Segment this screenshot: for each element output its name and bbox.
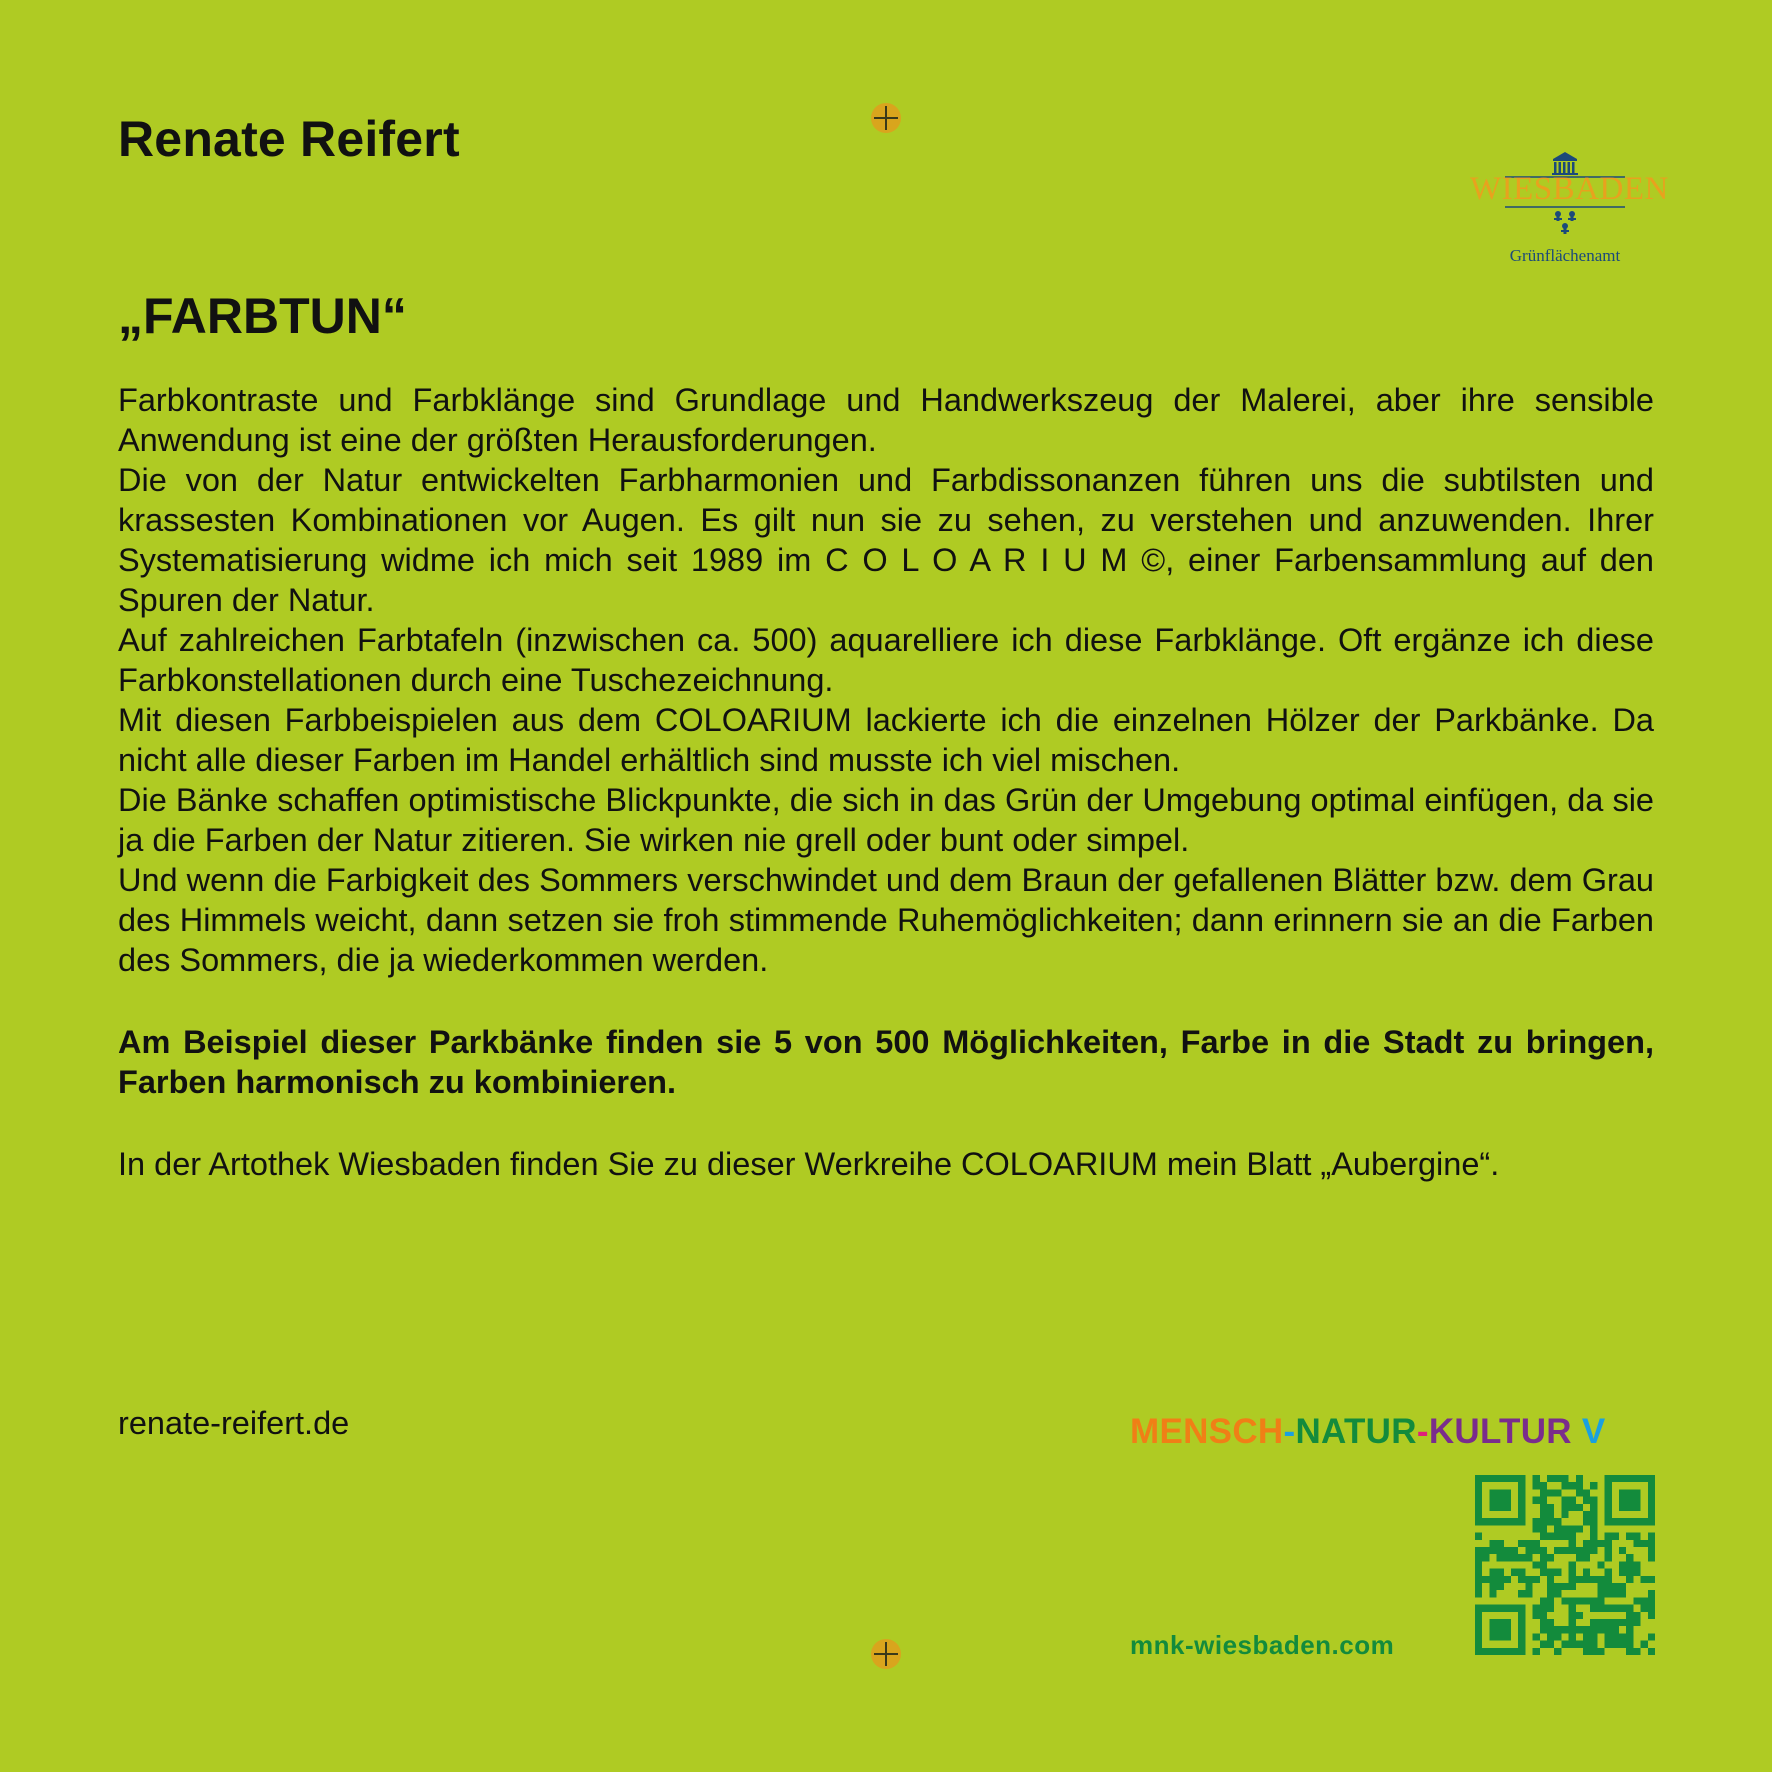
author-name: Renate Reifert xyxy=(118,111,460,167)
paragraph: Auf zahlreichen Farbtafeln (inzwischen ca. 500) aquarelliere ich diese Farbklänge. Oft ergänze ich diese Farbkonstellationen durch eine Tuschezeichnung. xyxy=(118,622,1654,698)
registration-mark-icon xyxy=(871,1639,901,1669)
registration-mark-icon xyxy=(871,103,901,133)
brand-word-natur: NATUR xyxy=(1295,1412,1417,1451)
logo-department: Grünflächenamt xyxy=(1509,246,1621,265)
brand-suffix: V xyxy=(1581,1412,1606,1451)
logo-city-name: WIESBADEN xyxy=(1470,171,1669,207)
highlight-text: Am Beispiel dieser Parkbänke finden sie 5 von 500 Möglichkeiten, Farbe in die Stadt zu bringen, Farben harmonisch zu kombinieren. xyxy=(118,1024,1654,1100)
brand-word-mensch: MENSCH xyxy=(1130,1412,1284,1451)
artwork-title: „FARBTUN“ xyxy=(118,288,407,344)
mnk-website[interactable]: mnk-wiesbaden.com xyxy=(1130,1630,1395,1660)
brand-dash: - xyxy=(1283,1412,1296,1451)
paragraph: Und wenn die Farbigkeit des Sommers verschwindet und dem Braun der gefallenen Blätter bzw. dem Grau des Himmels weicht, dann setzen sie froh stimmende Ruhemöglichkeiten; dann erinnern sie an die Farben des Sommers, die ja wiederkommen werden. xyxy=(118,862,1654,978)
paragraph: Farbkontraste und Farbklänge sind Grundlage und Handwerkszeug der Malerei, aber ihre sensible Anwendung ist eine der größten Herausforderungen. xyxy=(118,382,1654,458)
paragraph: Die Bänke schaffen optimistische Blickpunkte, die sich in das Grün der Umgebung optimal einfügen, da sie ja die Farben der Natur zitieren. Sie wirken nie grell oder bunt oder simpel. xyxy=(118,782,1654,858)
wiesbaden-logo xyxy=(1470,148,1669,268)
brand-word-kultur: KULTUR xyxy=(1428,1412,1572,1451)
body-text xyxy=(118,380,1654,980)
brand-dash: - xyxy=(1416,1412,1429,1451)
mnk-brand xyxy=(1130,1412,1606,1452)
paragraph: Mit diesen Farbbeispielen aus dem COLOARIUM lackierte ich die einzelnen Hölzer der Parkbänke. Da nicht alle dieser Farben im Handel erhältlich sind musste ich viel mischen. xyxy=(118,702,1654,778)
paragraph: Die von der Natur entwickelten Farbharmonien und Farbdissonanzen führen uns die subtilsten und krassesten Kombinationen vor Augen. Es gilt nun sie zu sehen, zu verstehen und anzuwenden. Ihrer Systematisierung widme ich mich seit 1989 im C O L O A R I U M ©, einer Farbensammlung auf den Spuren der Natur. xyxy=(118,462,1654,618)
qr-code-icon[interactable] xyxy=(1475,1475,1655,1655)
artothek-note: In der Artothek Wiesbaden finden Sie zu dieser Werkreihe COLOARIUM mein Blatt „Aubergine“. xyxy=(118,1146,1500,1182)
artist-website[interactable]: renate-reifert.de xyxy=(118,1405,350,1441)
